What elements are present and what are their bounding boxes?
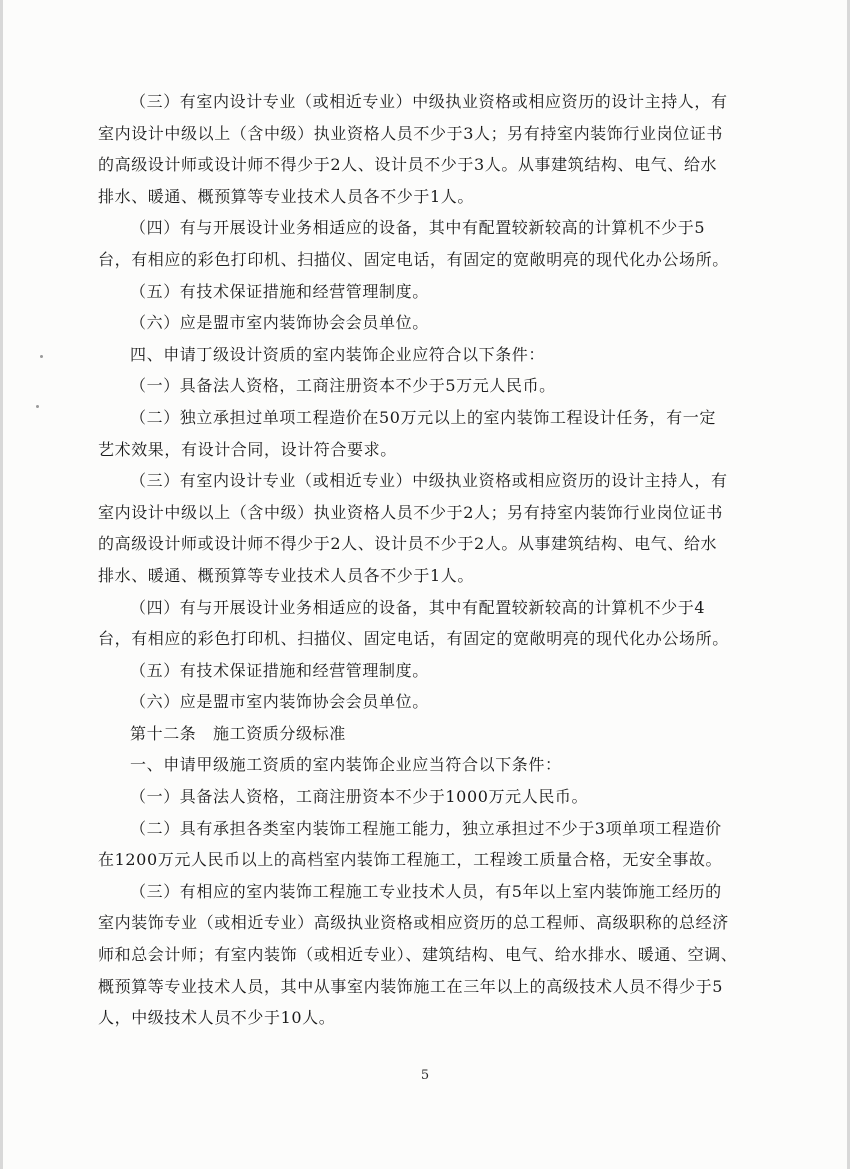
paragraph — [98, 86, 738, 212]
text-line: （五）有技术保证措施和经营管理制度。 — [130, 281, 429, 301]
text-line: 的高级设计师或设计师不得少于2人、设计员不少于2人。从事建筑结构、电气、给水 — [98, 534, 718, 554]
text-line: （四）有与开展设计业务相适应的设备，其中有配置较新较高的计算机不少于5 — [130, 218, 706, 238]
text-line: 在1200万元人民币以上的高档室内装饰工程施工，工程竣工质量合格，无安全事故。 — [98, 850, 723, 870]
text-line: （三）有室内设计专业（或相近专业）中级执业资格或相应资历的设计主持人，有 — [130, 471, 728, 491]
paragraph — [98, 686, 738, 718]
text-line: 一、申请甲级施工资质的室内装饰企业应当符合以下条件： — [130, 755, 562, 775]
text-line: （三）有相应的室内装饰工程施工专业技术人员，有5年以上室内装饰施工经历的 — [130, 881, 722, 901]
scan-speck — [36, 405, 39, 408]
text-line: 概预算等专业技术人员，其中从事室内装饰施工在三年以上的高级技术人员不得少于5 — [98, 976, 723, 996]
text-line: 室内装饰专业（或相近专业）高级执业资格或相应资历的总工程师、高级职称的总经济 — [98, 913, 729, 933]
paragraph — [98, 370, 738, 402]
paragraph — [98, 718, 738, 750]
text-line: 艺术效果，有设计合同，设计符合要求。 — [98, 439, 397, 459]
paragraph — [98, 339, 738, 371]
paragraph — [98, 655, 738, 687]
text-line: 室内设计中级以上（含中级）执业资格人员不少于2人；另有持室内装饰行业岗位证书 — [98, 502, 723, 522]
text-line: （五）有技术保证措施和经营管理制度。 — [130, 660, 429, 680]
text-line: 室内设计中级以上（含中级）执业资格人员不少于3人；另有持室内装饰行业岗位证书 — [98, 123, 723, 143]
text-line: 排水、暖通、概预算等专业技术人员各不少于1人。 — [98, 186, 474, 206]
document-body — [98, 86, 738, 1034]
text-line: 四、申请丁级设计资质的室内装饰企业应符合以下条件： — [130, 344, 546, 364]
paragraph — [98, 876, 738, 1034]
text-line: 排水、暖通、概预算等专业技术人员各不少于1人。 — [98, 565, 474, 585]
text-line: （二）独立承担过单项工程造价在50万元以上的室内装饰工程设计任务，有一定 — [130, 407, 716, 427]
paragraph — [98, 749, 738, 781]
text-line: （一）具备法人资格，工商注册资本不少于5万元人民币。 — [130, 376, 556, 396]
text-line: 师和总会计师；有室内装饰（或相近专业）、建筑结构、电气、给水排水、暖通、空调、 — [98, 945, 738, 965]
text-line: （二）具有承担各类室内装饰工程施工能力，独立承担过不少于3项单项工程造价 — [130, 818, 722, 838]
paragraph — [98, 781, 738, 813]
paragraph — [98, 402, 738, 465]
paragraph — [98, 465, 738, 591]
text-line: （三）有室内设计专业（或相近专业）中级执业资格或相应资历的设计主持人，有 — [130, 92, 728, 111]
scan-speck — [40, 355, 43, 358]
page-number: 5 — [420, 1068, 430, 1083]
paragraph — [98, 592, 738, 655]
paragraph — [98, 813, 738, 876]
text-line: （四）有与开展设计业务相适应的设备，其中有配置较新较高的计算机不少于4 — [130, 597, 706, 617]
paragraph — [98, 307, 738, 339]
paragraph — [98, 212, 738, 275]
text-line: 台，有相应的彩色打印机、扫描仪、固定电话，有固定的宽敞明亮的现代化办公场所。 — [98, 249, 729, 269]
text-line: 第十二条 施工资质分级标准 — [130, 723, 346, 743]
text-line: （六）应是盟市室内装饰协会会员单位。 — [130, 692, 429, 712]
text-line: （六）应是盟市室内装饰协会会员单位。 — [130, 313, 429, 333]
scan-edge-left — [0, 0, 3, 1169]
text-line: （一）具备法人资格，工商注册资本不少于1000万元人民币。 — [130, 787, 589, 807]
text-line: 人，中级技术人员不少于10人。 — [98, 1008, 336, 1028]
paragraph — [98, 276, 738, 308]
text-line: 台，有相应的彩色打印机、扫描仪、固定电话，有固定的宽敞明亮的现代化办公场所。 — [98, 629, 729, 649]
text-line: 的高级设计师或设计师不得少于2人、设计员不少于3人。从事建筑结构、电气、给水 — [98, 155, 718, 175]
